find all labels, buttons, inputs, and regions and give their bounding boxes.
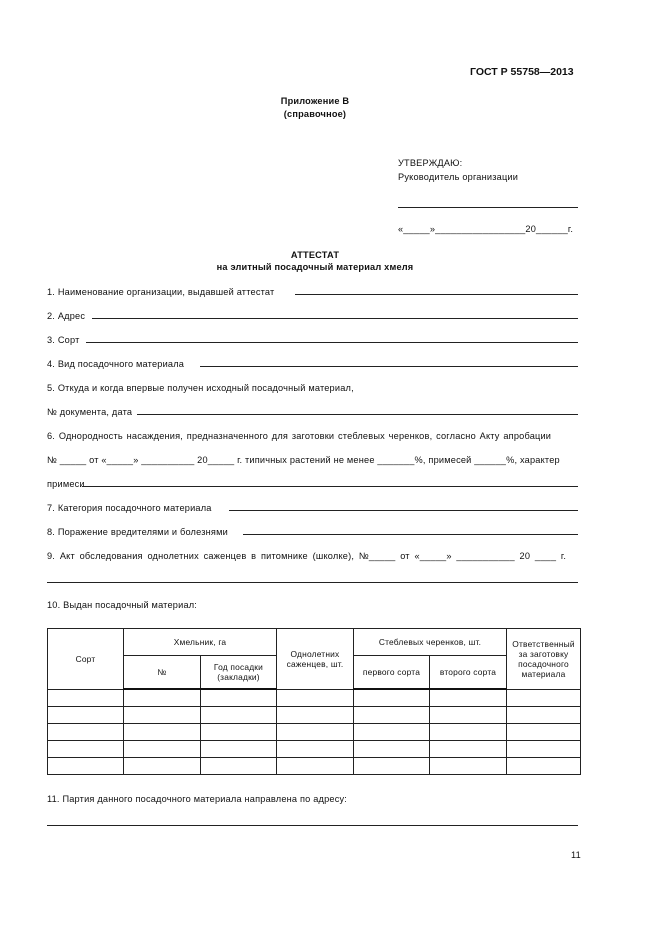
table-cell[interactable] [430, 758, 507, 775]
appendix-subtitle: (справочное) [283, 109, 347, 119]
organization-head-label: Руководитель организации [398, 172, 519, 182]
table-cell[interactable] [201, 724, 277, 741]
item-10-label: 10. Выдан посадочный материал: [47, 600, 198, 610]
item-8-label: 8. Поражение вредителями и болезнями [47, 527, 228, 537]
item-4-field[interactable] [200, 366, 578, 367]
table-cell[interactable] [124, 689, 201, 707]
table-cell[interactable] [201, 689, 277, 707]
table-cell[interactable] [124, 741, 201, 758]
table-cell[interactable] [48, 707, 124, 724]
header-variety: Сорт [48, 629, 124, 690]
item-9-label: 9. Акт обследования однолетних саженцев в питомнике (школке), №_____ от «_____» ___________ 20 ____ г. [47, 551, 567, 561]
table-cell[interactable] [507, 758, 581, 775]
appendix-title: Приложение В [280, 96, 350, 106]
item-2-label: 2. Адрес [47, 311, 86, 321]
table-cell[interactable] [48, 689, 124, 707]
header-hopyard-number: № [124, 656, 201, 690]
table-cell[interactable] [430, 741, 507, 758]
item-7-field[interactable] [229, 510, 578, 511]
item-4-label: 4. Вид посадочного материала [47, 359, 185, 369]
document-code: ГОСТ Р 55758—2013 [470, 66, 574, 78]
item-5-doc-label: № документа, дата [47, 407, 133, 417]
table-cell[interactable] [124, 707, 201, 724]
planting-material-table [47, 628, 581, 775]
item-6-label: 6. Однородность насаждения, предназначенного для заготовки стеблевых черенков, согласно Акту апробации [47, 431, 552, 441]
table-row [48, 689, 581, 707]
table-cell[interactable] [507, 741, 581, 758]
item-3-field[interactable] [86, 342, 578, 343]
table-cell[interactable] [277, 741, 354, 758]
table-cell[interactable] [277, 707, 354, 724]
table-cell[interactable] [507, 724, 581, 741]
table-cell[interactable] [354, 707, 430, 724]
table-cell[interactable] [124, 724, 201, 741]
table-row [48, 724, 581, 741]
table-cell[interactable] [201, 758, 277, 775]
table-cell[interactable] [277, 689, 354, 707]
item-5-doc-field[interactable] [137, 414, 578, 415]
certificate-subtitle: на элитный посадочный материал хмеля [216, 262, 414, 272]
table-row [48, 707, 581, 724]
table-cell[interactable] [354, 689, 430, 707]
approve-label: УТВЕРЖДАЮ: [398, 158, 463, 168]
table-row [48, 741, 581, 758]
table-cell[interactable] [354, 758, 430, 775]
table-cell[interactable] [48, 758, 124, 775]
table-cell[interactable] [201, 707, 277, 724]
item-8-field[interactable] [243, 534, 578, 535]
item-6-impurity-field[interactable] [82, 486, 578, 487]
table-row [48, 758, 581, 775]
table-cell[interactable] [48, 741, 124, 758]
header-second-grade: второго сорта [430, 656, 507, 690]
item-11-label: 11. Партия данного посадочного материала направлена по адресу: [47, 794, 348, 804]
table-cell[interactable] [354, 724, 430, 741]
item-9-field[interactable] [47, 582, 578, 583]
item-6-impurity-label: примеси [47, 479, 85, 489]
header-annual-seedlings: Однолетних саженцев, шт. [277, 629, 354, 690]
header-stem-cuttings: Стеблевых черенков, шт. [354, 629, 507, 656]
item-3-label: 3. Сорт [47, 335, 80, 345]
header-responsible: Ответственный за заготовку посадочного материала [507, 629, 581, 690]
table-cell[interactable] [124, 758, 201, 775]
table-cell[interactable] [354, 741, 430, 758]
certificate-title: АТТЕСТАТ [290, 250, 340, 260]
table-cell[interactable] [430, 707, 507, 724]
table-cell[interactable] [430, 724, 507, 741]
item-6-details: № _____ от «_____» __________ 20_____ г. типичных растений не менее _______%, примесей ______%, характер [47, 455, 560, 465]
item-1-label: 1. Наименование организации, выдавшей аттестат [47, 287, 275, 297]
item-2-field[interactable] [92, 318, 578, 319]
table-cell[interactable] [507, 689, 581, 707]
header-first-grade: первого сорта [354, 656, 430, 690]
table-cell[interactable] [201, 741, 277, 758]
signature-line [398, 207, 578, 208]
header-hopyard: Хмельник, га [124, 629, 277, 656]
table-cell[interactable] [430, 689, 507, 707]
table-cell[interactable] [507, 707, 581, 724]
item-1-field[interactable] [295, 294, 578, 295]
item-7-label: 7. Категория посадочного материала [47, 503, 212, 513]
item-5-label: 5. Откуда и когда впервые получен исходный посадочный материал, [47, 383, 354, 393]
item-11-field[interactable] [47, 825, 578, 826]
table-cell[interactable] [277, 724, 354, 741]
header-planting-year: Год посадки (закладки) [201, 656, 277, 690]
page-number: 11 [571, 850, 581, 860]
approval-date-line: «_____»_________________20______г. [398, 224, 574, 234]
table-cell[interactable] [48, 724, 124, 741]
table-cell[interactable] [277, 758, 354, 775]
